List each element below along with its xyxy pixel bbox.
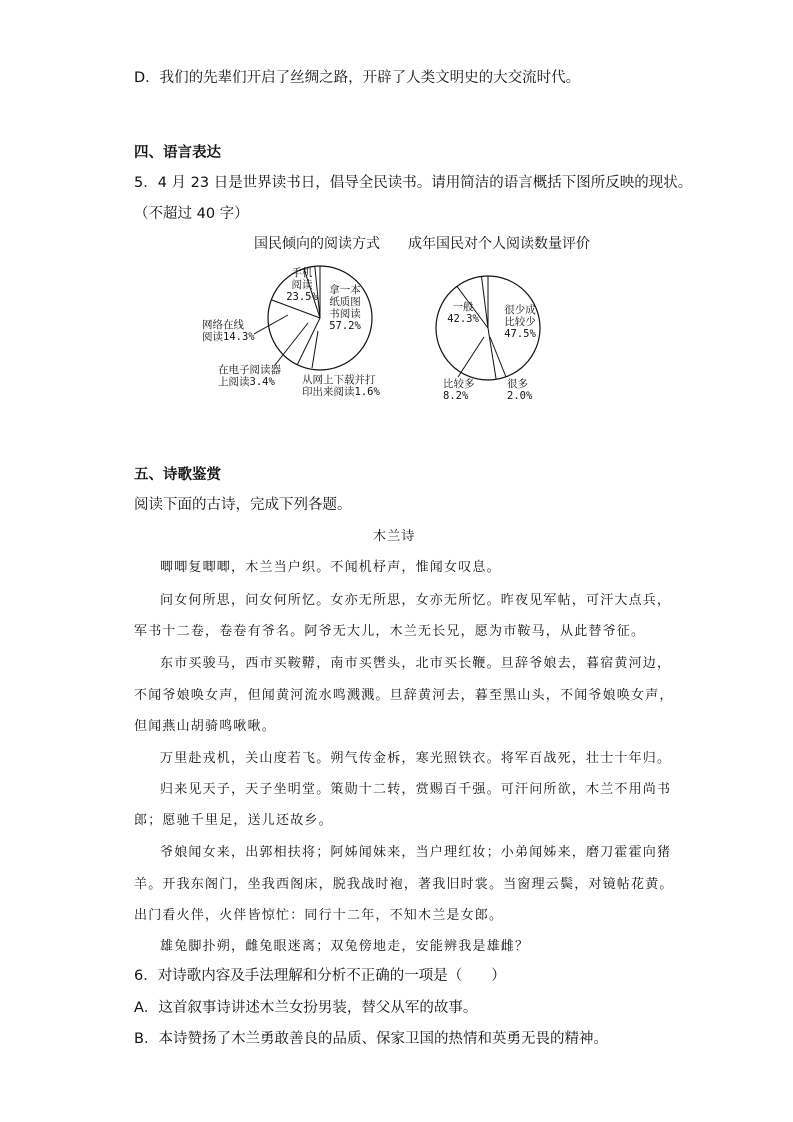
pie-slice-label: 网络在线 (202, 319, 244, 331)
question-6-option-a: A．这首叙事诗讲述木兰女扮男装，替父从军的故事。 (134, 1000, 478, 1016)
pie-slice-label: 印出来阅读1.6% (302, 386, 380, 398)
question-6-stem: 6．对诗歌内容及手法理解和分析不正确的一项是（ ） (134, 968, 506, 984)
pie-slice-label: 47.5% (504, 328, 536, 340)
pie-slice-label: 2.0% (507, 390, 533, 402)
pie-charts (190, 255, 590, 415)
pie-leader-line (312, 331, 318, 368)
poem-line: 不闻爷娘唤女声，但闻黄河流水鸣溅溅。旦辞黄河去，暮至黑山头，不闻爷娘唤女声， (134, 688, 674, 703)
section-heading-language: 四、语言表达 (134, 145, 221, 161)
pie-slice-label: 8.2% (443, 390, 469, 402)
poem-line: 出门看火伴，火伴皆惊忙：同行十二年，不知木兰是女郎。 (134, 908, 504, 923)
poem-title: 木兰诗 (373, 529, 416, 544)
poem-line: 爷娘闻女来，出郭相扶将；阿姊闻妹来，当户理红妆；小弟闻姊来，磨刀霍霍向猪 (160, 845, 672, 860)
pie-slice-label: 纸质图 (329, 296, 361, 308)
question-6-option-b: B．本诗赞扬了木兰勇敢善良的品质、保家卫国的热情和英勇无畏的精神。 (134, 1031, 608, 1047)
section-heading-poetry: 五、诗歌鉴赏 (134, 467, 221, 483)
pie-slice-label: 书阅读 (329, 308, 361, 320)
pie-slice-label: 阅读14.3% (202, 331, 255, 343)
pie-leader-line (458, 337, 484, 377)
pie-slice-label: 很少成 (504, 304, 536, 316)
pie-slice-label: 23.5% (286, 291, 318, 303)
poem-line: 问女何所思，问女何所忆。女亦无所思，女亦无所忆。昨夜见军帖，可汗大点兵， (160, 593, 672, 608)
pie-leader-line (254, 315, 288, 334)
poem-line: 东市买骏马，西市买鞍鞯，南市买辔头，北市买长鞭。旦辞爷娘去，暮宿黄河边， (160, 656, 672, 671)
pie-leader-line (275, 323, 308, 365)
pie-slice-label: 42.3% (447, 313, 479, 325)
poem-line: 唧唧复唧唧，木兰当户织。不闻机杼声，惟闻女叹息。 (160, 560, 501, 575)
poem-line: 军书十二卷，卷卷有爷名。阿爷无大儿，木兰无长兄，愿为市鞍马，从此替爷征。 (134, 624, 646, 639)
pie-chart-reading-amount (436, 276, 540, 402)
poetry-intro: 阅读下面的古诗，完成下列各题。 (134, 497, 352, 513)
pie-chart-reading-methods (202, 266, 380, 398)
pie-slice-label: 拿一本 (329, 284, 361, 296)
poem-line: 郎；愿驰千里足，送儿还故乡。 (134, 813, 333, 828)
question-5-text: 5．4 月 23 日是世界读书日，倡导全民读书。请用简洁的语言概括下图所反映的现状。 (134, 175, 693, 191)
poem-line: 羊。开我东阁门，坐我西阁床，脱我战时袍，著我旧时裳。当窗理云鬓，对镜帖花黄。 (134, 877, 674, 892)
pie-slice-label: 57.2% (329, 320, 361, 332)
pie-slice-label: 手机 (291, 267, 313, 279)
pie-slice-label: 上阅读3.4% (218, 376, 275, 388)
pie-slice-label: 从网上下载并打 (302, 374, 376, 386)
pie-slice-label: 阅读 (291, 279, 313, 291)
chart2-title: 成年国民对个人阅读数量评价 (408, 236, 590, 252)
question-5-limit: （不超过 40 字） (134, 206, 249, 222)
pie-slice-label: 比较多 (443, 378, 475, 390)
pie-slice-label: 一般 (452, 301, 474, 313)
chart1-title: 国民倾向的阅读方式 (254, 236, 380, 252)
option-d: D．我们的先辈们开启了丝绸之路，开辟了人类文明史的大交流时代。 (134, 70, 581, 86)
poem-line: 但闻燕山胡骑鸣啾啾。 (134, 719, 277, 734)
poem-line: 雄兔脚扑朔，雌兔眼迷离；双兔傍地走，安能辨我是雄雌？ (160, 939, 530, 954)
poem-line: 万里赴戎机，关山度若飞。朔气传金柝，寒光照铁衣。将军百战死，壮士十年归。 (160, 751, 672, 766)
pie-slice-label: 在电子阅读器 (218, 364, 281, 376)
pie-slice-label: 比较少 (504, 316, 536, 328)
pie-slice-label: 很多 (507, 378, 528, 390)
poem-line: 归来见天子，天子坐明堂。策勋十二转，赏赐百千强。可汗问所欲，木兰不用尚书 (160, 782, 672, 797)
pie-slice-boundary (488, 328, 496, 379)
